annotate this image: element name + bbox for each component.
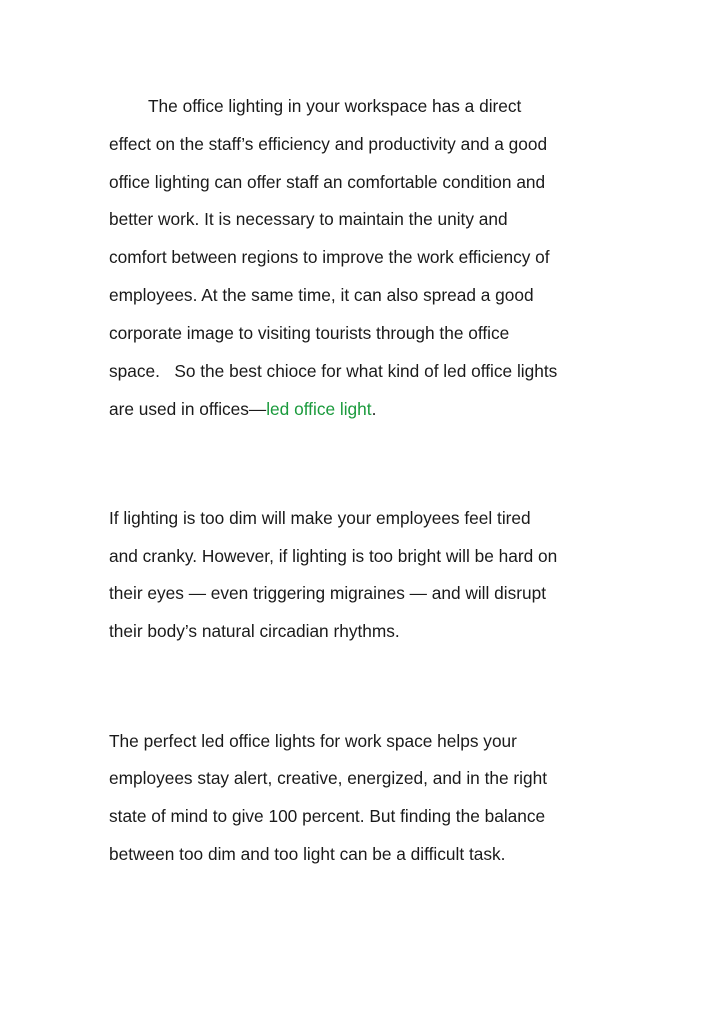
paragraph-1-line-3: office lighting can offer staff an comfortable condition and: [109, 172, 546, 192]
paragraph-1-line-2: effect on the staff’s efficiency and productivity and a good: [109, 134, 548, 154]
paragraph-2-line-4: their body’s natural circadian rhythms.: [109, 621, 400, 641]
paragraph-3-line-3: state of mind to give 100 percent. But finding the balance: [109, 806, 546, 826]
paragraph-1-period: .: [371, 399, 377, 419]
paragraph-1-line-7: corporate image to visiting tourists through the office: [109, 323, 510, 343]
paragraph-1-line-9-text: are used in offices—: [109, 399, 267, 419]
paragraph-2-line-1: If lighting is too dim will make your employees feel tired: [109, 508, 531, 528]
led-office-light-link[interactable]: led office light: [266, 399, 372, 419]
paragraph-1-line-9: [109, 398, 376, 420]
paragraph-3-line-2: employees stay alert, creative, energized, and in the right: [109, 768, 548, 788]
paragraph-3-line-1: The perfect led office lights for work space helps your: [109, 731, 517, 751]
paragraph-1-line-4: better work. It is necessary to maintain the unity and: [109, 209, 508, 229]
paragraph-1-line-8: space. So the best chioce for what kind of led office lights: [109, 361, 558, 381]
paragraph-2-line-3: their eyes — even triggering migraines — and will disrupt: [109, 583, 547, 603]
paragraph-2-line-2: and cranky. However, if lighting is too bright will be hard on: [109, 546, 558, 566]
paragraph-1-line-6: employees. At the same time, it can also spread a good: [109, 285, 534, 305]
paragraph-3-line-4: between too dim and too light can be a difficult task.: [109, 844, 506, 864]
paragraph-1-line-1: The office lighting in your workspace has a direct: [148, 96, 522, 116]
paragraph-1-line-5: comfort between regions to improve the work efficiency of: [109, 247, 550, 267]
